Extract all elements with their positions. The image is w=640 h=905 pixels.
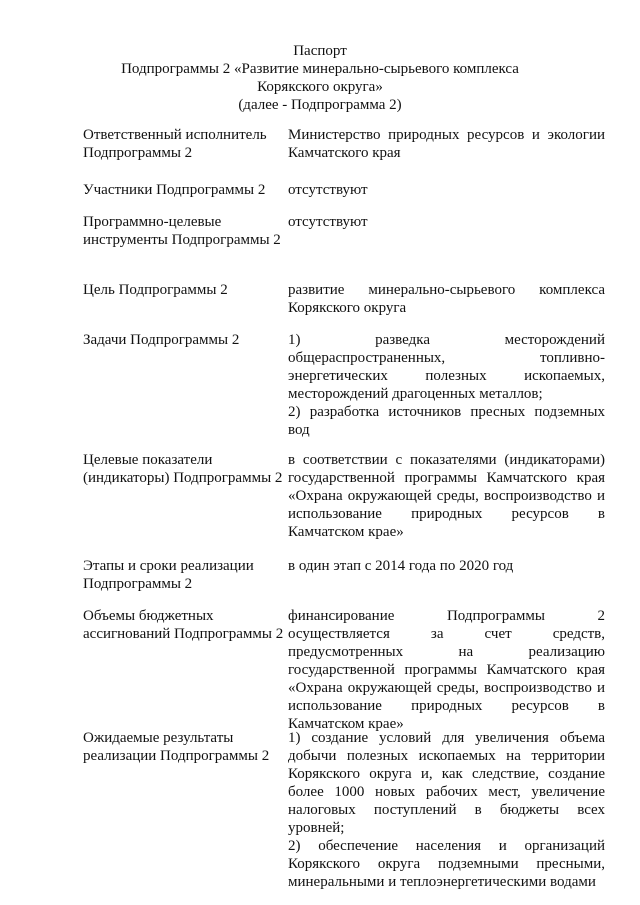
row-stages (83, 557, 605, 607)
row-value: 1) разведка месторождений общераспространенных, топливно-энергетических полезных ископаемых, месторождений драгоценных металлов; 2) разработка источников пресных подземных вод (288, 332, 605, 438)
passport-table (83, 126, 605, 891)
row-participants (83, 181, 605, 213)
row-label: Этапы и сроки реализации Подпрограммы 2 (83, 558, 254, 592)
row-label: Задачи Подпрограммы 2 (83, 332, 240, 348)
row-label: Объемы бюджетных ассигнований Подпрограммы 2 (83, 608, 284, 642)
row-tasks (83, 331, 605, 451)
row-value: отсутствуют (288, 182, 368, 198)
heading-line-2: Подпрограммы 2 «Развитие минерально-сырьевого комплекса (121, 61, 519, 77)
row-responsible (83, 126, 605, 181)
row-value: финансирование Подпрограммы 2 осуществляется за счет средств, предусмотренных на реализацию государственной программы Камчатского края «Охрана окружающей среды, воспроизводство и использование природных ресурсов в Камчатском крае» (288, 608, 605, 732)
row-value: Министерство природных ресурсов и экологии Камчатского края (288, 127, 605, 161)
row-value: в соответствии с показателями (индикаторами) государственной программы Камчатского края «Охрана окружающей среды, воспроизводство и использование природных ресурсов в Камчатском крае» (288, 452, 605, 540)
row-label: Целевые показатели (индикаторы) Подпрограммы 2 (83, 452, 283, 486)
passport-heading (0, 42, 640, 114)
row-value: развитие минерально-сырьевого комплекса Корякского округа (288, 282, 605, 316)
row-budget (83, 607, 605, 732)
row-label: Цель Подпрограммы 2 (83, 282, 228, 298)
row-instruments (83, 213, 605, 281)
row-label: Программно-целевые инструменты Подпрограммы 2 (83, 214, 281, 248)
heading-line-1: Паспорт (293, 43, 347, 59)
heading-line-3: Корякского округа» (257, 79, 383, 95)
row-value: отсутствуют (288, 214, 368, 230)
row-value: 1) создание условий для увеличения объема добычи полезных ископаемых на территории Корякского округа и, как следствие, создание более 1000 новых рабочих мест, увеличение налоговых поступлений в бюджеты всех уровней; 2) обеспечение населения и организаций Корякского округа подземными пресными, минеральными и теплоэнергетическими водами (288, 730, 605, 890)
row-label: Ответственный исполнитель Подпрограммы 2 (83, 127, 267, 161)
row-goal (83, 281, 605, 331)
row-results (83, 729, 605, 891)
heading-line-4: (далее - Подпрограмма 2) (238, 97, 402, 113)
row-value: в один этап с 2014 года по 2020 год (288, 558, 514, 574)
row-label: Участники Подпрограммы 2 (83, 182, 266, 198)
row-indicators (83, 451, 605, 557)
row-label: Ожидаемые результаты реализации Подпрограммы 2 (83, 730, 270, 764)
